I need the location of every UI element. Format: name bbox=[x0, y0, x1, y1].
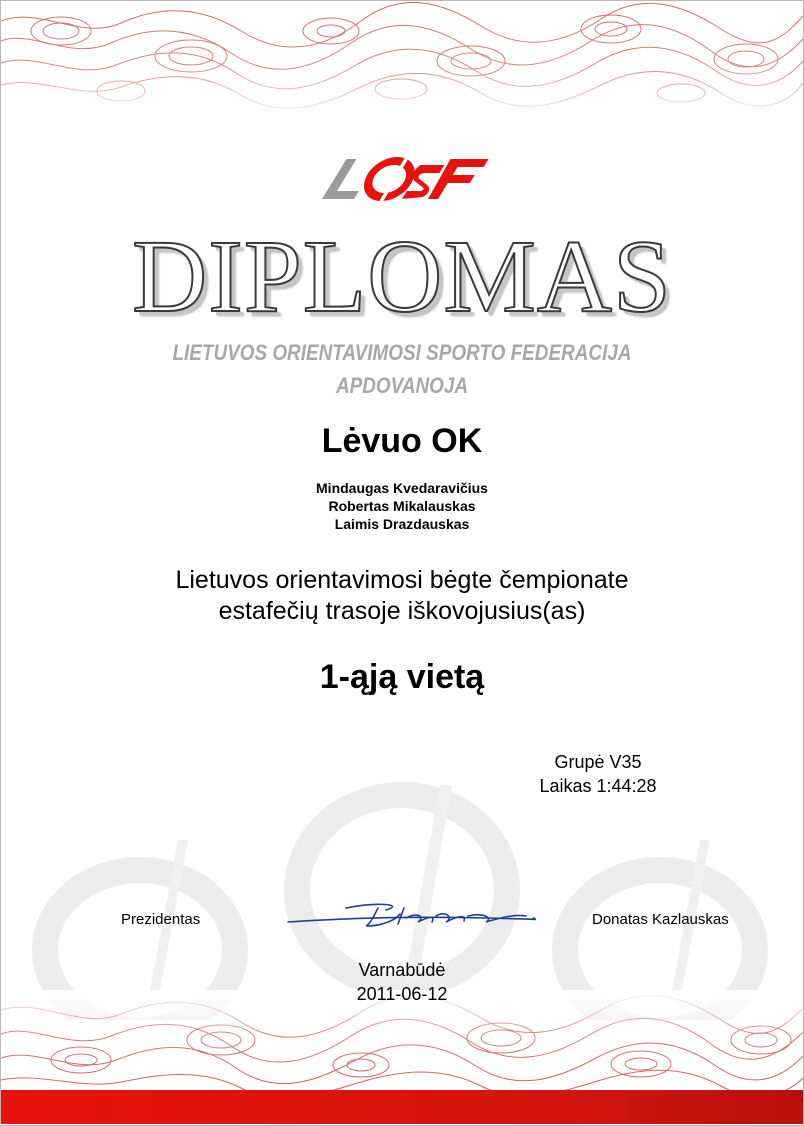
president-name: Donatas Kazlauskas bbox=[592, 911, 729, 928]
achievement-line-1: Lietuvos orientavimosi bėgte čempionate bbox=[175, 566, 629, 594]
lost-logo-icon bbox=[320, 155, 490, 203]
time-label: Laikas 1:44:28 bbox=[539, 776, 657, 796]
diploma-title: DIPLOMAS bbox=[132, 219, 672, 334]
team-name: Lėvuo OK bbox=[321, 422, 483, 460]
signature-icon bbox=[286, 896, 536, 936]
team-member: Robertas Mikalauskas bbox=[328, 498, 476, 514]
place-awarded: 1-ąją vietą bbox=[319, 658, 485, 696]
location: Varnabūdė bbox=[358, 960, 446, 980]
federation-line-1: LIETUVOS ORIENTAVIMOSI SPORTO FEDERACIJA bbox=[172, 340, 632, 365]
team-members bbox=[0, 479, 804, 533]
team-member: Laimis Drazdauskas bbox=[334, 516, 470, 532]
result-block bbox=[470, 750, 726, 798]
team-member: Mindaugas Kvedaravičius bbox=[316, 480, 488, 496]
president-role: Prezidentas bbox=[121, 911, 201, 928]
federation-line-2: APDOVANOJA bbox=[335, 373, 469, 398]
group-label: Grupė V35 bbox=[554, 752, 642, 772]
federation-heading bbox=[56, 336, 747, 402]
achievement-line-2: estafečių trasoje iškovojusius(as) bbox=[218, 597, 586, 625]
footer-red-bar bbox=[1, 1090, 803, 1124]
date: 2011-06-12 bbox=[356, 984, 448, 1004]
topographic-pattern-top bbox=[1, 1, 803, 121]
achievement-text bbox=[0, 565, 804, 627]
place-and-date bbox=[0, 958, 804, 1006]
